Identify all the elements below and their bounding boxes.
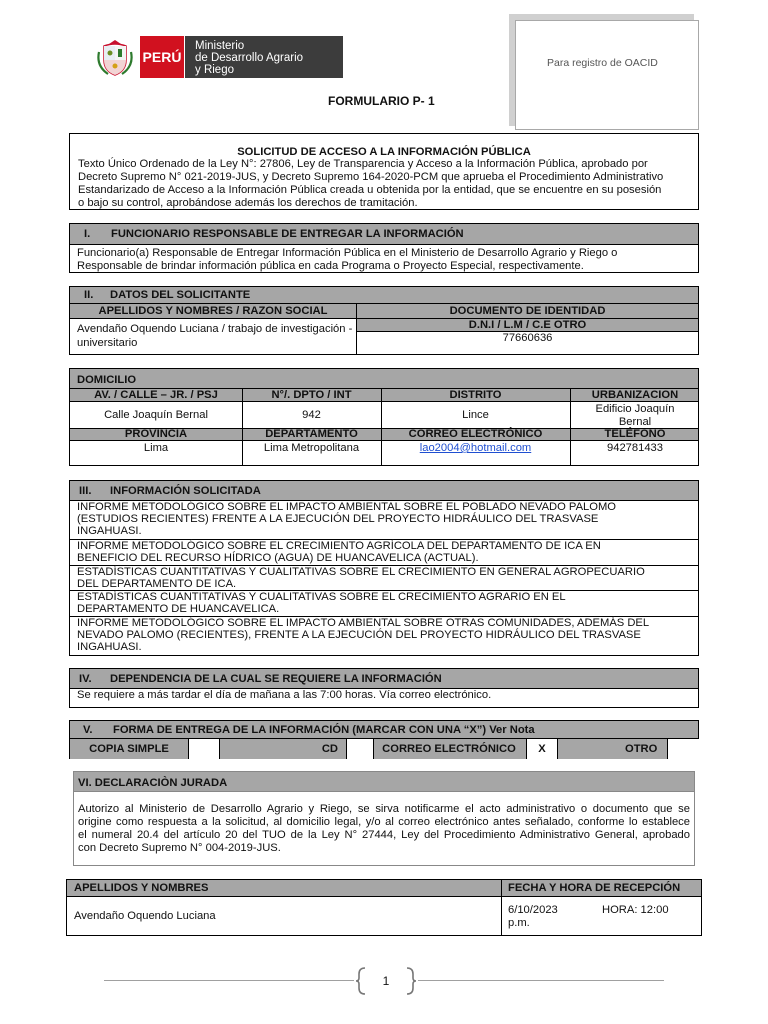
district-header: DISTRITO	[449, 389, 502, 401]
requested-item-line: NEVADO PALOMO (RECIENTES), FRENTE A LA EJECUCIÓN DEL PROYECTO HIDRÁULICO DEL TRASVASE	[77, 629, 641, 641]
section-5-title: FORMA DE ENTREGA DE LA INFORMACIÓN (MARCAR CON UNA “X”) Ver Nota	[113, 724, 535, 736]
requested-item-line: INFORME METODOLÓGICO SOBRE EL CRECIMIENTO AGRÍCOLA DEL DEPARTAMENTO DE ICA EN	[77, 540, 601, 552]
option-email-label: CORREO ELECTRÓNICO	[382, 743, 516, 755]
peru-coat-of-arms-icon	[96, 38, 134, 78]
declaration-line-2: origine como respuesta a la solicitud, al domicilio legal, y/o al correo electrónico antes señalado, conforme lo establece	[78, 816, 690, 828]
section-5	[69, 720, 699, 759]
section-3-number: III.	[79, 485, 92, 497]
section-2-title: DATOS DEL SOLICITANTE	[110, 289, 251, 301]
section-3-header	[70, 481, 698, 501]
footer-rule-left	[104, 980, 354, 981]
requested-item-line: INFORME METODOLÓGICO SOBRE EL IMPACTO AMBIENTAL SOBRE OTRAS COMUNIDADES, ADEMÁS DEL	[77, 617, 650, 629]
intro-box	[69, 133, 699, 210]
declaration-line-1: Autorizo al Ministerio de Desarrollo Agrario y Riego, se sirva notificarme el acto administrativo o documento que se	[78, 803, 690, 815]
form-title: FORMULARIO P- 1	[328, 94, 435, 108]
domicilio-title: DOMICILIO	[77, 374, 137, 386]
section-3-title: INFORMACIÓN SOLICITADA	[110, 485, 261, 497]
section-4-header	[70, 669, 698, 689]
requested-item-line: INGAHUASI.	[77, 641, 142, 653]
department-value: Lima Metropolitana	[263, 442, 360, 454]
ministry-line-1: Ministerio	[195, 40, 245, 52]
intro-line-3: Estandarizado de Acceso a la Información Pública creada u obtenida por la entidad, que se encuentre en su posesión	[78, 184, 662, 196]
province-header: PROVINCIA	[124, 428, 188, 440]
oacid-stamp-box	[515, 20, 699, 130]
applicant-name-line-1: Avendaño Oquendo Luciana / trabajo de investigación -	[77, 323, 353, 335]
option-copia-simple-checkbox[interactable]	[188, 739, 220, 759]
requested-item	[70, 565, 698, 590]
section-6-header	[74, 772, 694, 792]
section-2-header	[70, 287, 698, 304]
peru-logo-badge	[140, 36, 184, 78]
page-number-bracket	[354, 966, 418, 996]
id-document-header	[357, 304, 698, 319]
section-4-number: IV.	[79, 673, 92, 685]
country-label: PERÚ	[142, 49, 182, 65]
ministry-line-3: y Riego	[195, 64, 234, 76]
requested-item-line: ESTADÍSTICAS CUANTITATIVAS Y CUALITATIVAS SOBRE EL CRECIMIENTO AGRARIO EN EL	[77, 591, 566, 603]
section-5-header	[70, 721, 698, 739]
email-header: CORREO ELECTRÓNICO	[408, 428, 543, 440]
option-email-mark: X	[538, 743, 546, 755]
section-4-text: Se requiere a más tardar el día de mañana a las 7:00 horas. Vía correo electrónico.	[77, 689, 492, 701]
ministry-logo-box	[185, 36, 343, 78]
requested-item-line: ESTADÍSTICAS CUANTITATIVAS Y CUALITATIVAS SOBRE EL CRECIMIENTO EN GENERAL AGROPECUARIO	[77, 566, 645, 578]
section-1-header	[70, 224, 698, 245]
id-document-value: 77660636	[502, 332, 553, 344]
section-5-number: V.	[83, 724, 93, 736]
section-3	[69, 480, 699, 656]
urbanization-header: URBANIZACION	[591, 389, 679, 401]
reception-name-value: Avendaño Oquendo Luciana	[74, 910, 216, 922]
section-2	[69, 286, 699, 355]
requested-item-line: INFORME METODOLÓGICO SOBRE EL IMPACTO AMBIENTAL SOBRE EL POBLADO NEVADO PALOMO	[77, 501, 616, 513]
section-1-number: I.	[84, 228, 91, 240]
section-1-title: FUNCIONARIO RESPONSABLE DE ENTREGAR LA INFORMACIÓN	[111, 228, 464, 240]
section-6	[73, 771, 695, 866]
street-header: AV. / CALLE – JR. / PSJ	[94, 389, 218, 401]
intro-line-2: Decreto Supremo N° 021-2019-JUS, y Decreto Supremo 164-2020-PCM que aprueba el Procedimiento Administrativo	[78, 171, 664, 183]
option-otro-label: OTRO	[625, 743, 658, 755]
id-types-header	[357, 319, 698, 332]
section-1	[69, 223, 699, 273]
section-4-title: DEPENDENCIA DE LA CUAL SE REQUIERE LA INFORMACIÓN	[110, 673, 442, 685]
option-otro-checkbox[interactable]	[667, 739, 700, 759]
requested-item	[70, 616, 698, 656]
id-types-label: D.N.I / L.M / C.E OTRO	[468, 319, 587, 331]
applicant-name-label: APELLIDOS Y NOMBRES / RAZON SOCIAL	[98, 305, 328, 317]
email-link[interactable]: lao2004@hotmail.com	[419, 442, 532, 454]
section-6-title: VI. DECLARACIÒN JURADA	[78, 777, 228, 789]
requested-item	[70, 501, 698, 539]
reception-hour-value: HORA: 12:00	[602, 904, 669, 916]
intro-line-4: o bajo su control, aprobándose además los derechos de tramitación.	[78, 197, 418, 209]
urbanization-value-line-2: Bernal	[618, 416, 652, 428]
applicant-name-header	[70, 304, 356, 319]
oacid-stamp-text: Para registro de OACID	[547, 57, 658, 69]
domicilio-section	[69, 368, 699, 466]
section-1-line-1: Funcionario(a) Responsable de Entregar Información Pública en el Ministerio de Desarrollo Agrario y Riego o	[77, 247, 618, 259]
requested-item-line: (ESTUDIOS RECIENTES) FRENTE A LA EJECUCIÓN DEL PROYECTO HIDRÁULICO DEL TRASVASE	[77, 513, 599, 525]
reception-date-header: FECHA Y HORA DE RECEPCIÓN	[508, 882, 681, 894]
department-header: DEPARTAMENTO	[265, 428, 358, 440]
requested-item	[70, 539, 698, 565]
option-cd-label: CD	[321, 743, 338, 755]
reception-name-header: APELLIDOS Y NOMBRES	[74, 882, 209, 894]
province-value: Lima	[143, 442, 169, 454]
page-number: 1	[382, 974, 390, 988]
applicant-name-line-2: universitario	[77, 337, 138, 349]
option-cd-checkbox[interactable]	[346, 739, 374, 759]
section-4	[69, 668, 699, 708]
reception-date-value: 6/10/2023	[508, 904, 558, 916]
requested-item-line: DEL DEPARTAMENTO DE ICA.	[77, 578, 237, 590]
option-email-checkbox[interactable]	[526, 739, 558, 759]
requested-item-line: BENEFICIO DEL RECURSO HÍDRICO (AGUA) DE HUANCAVELICA (ACTUAL).	[77, 552, 479, 564]
section-2-number: II.	[84, 289, 94, 301]
reception-pm-value: p.m.	[508, 917, 530, 929]
phone-value: 942781433	[607, 442, 663, 454]
district-value: Lince	[462, 409, 489, 421]
option-copia-simple-label: COPIA SIMPLE	[89, 743, 169, 755]
reception-divider	[501, 880, 502, 935]
number-value: 942	[302, 409, 321, 421]
requested-item	[70, 590, 698, 616]
number-header: N°/. DPTO / INT	[271, 389, 352, 401]
street-value: Calle Joaquín Bernal	[104, 409, 208, 421]
intro-line-1: Texto Único Ordenado de la Ley N°: 27806, Ley de Transparencia y Acceso a la Información Pública, aprobado por	[78, 158, 648, 170]
declaration-line-4: con Decreto Supremo N° 004-2019-JUS.	[78, 842, 281, 854]
footer-rule-right	[418, 980, 664, 981]
id-document-label: DOCUMENTO DE IDENTIDAD	[449, 305, 606, 317]
domicilio-header	[70, 369, 698, 389]
section-1-line-2: Responsable de brindar información pública en cada Programa o Proyecto Especial, respectivamente.	[77, 260, 584, 272]
declaration-line-3: el numeral 20.4 del artículo 20 del TUO de la Ley N° 27444, Ley del Procedimiento Administrativo General, aprobado	[78, 829, 690, 841]
requested-item-line: DEPARTAMENTO DE HUANCAVELICA.	[77, 603, 280, 615]
ministry-line-2: de Desarrollo Agrario	[195, 52, 304, 64]
requested-item-line: INGAHUASI.	[77, 525, 142, 537]
reception-table	[66, 879, 702, 936]
phone-header: TELÉFONO	[604, 428, 666, 440]
urbanization-value-line-1: Edificio Joaquín	[595, 403, 675, 415]
intro-title: SOLICITUD DE ACCESO A LA INFORMACIÓN PÚBLICA	[237, 146, 531, 158]
